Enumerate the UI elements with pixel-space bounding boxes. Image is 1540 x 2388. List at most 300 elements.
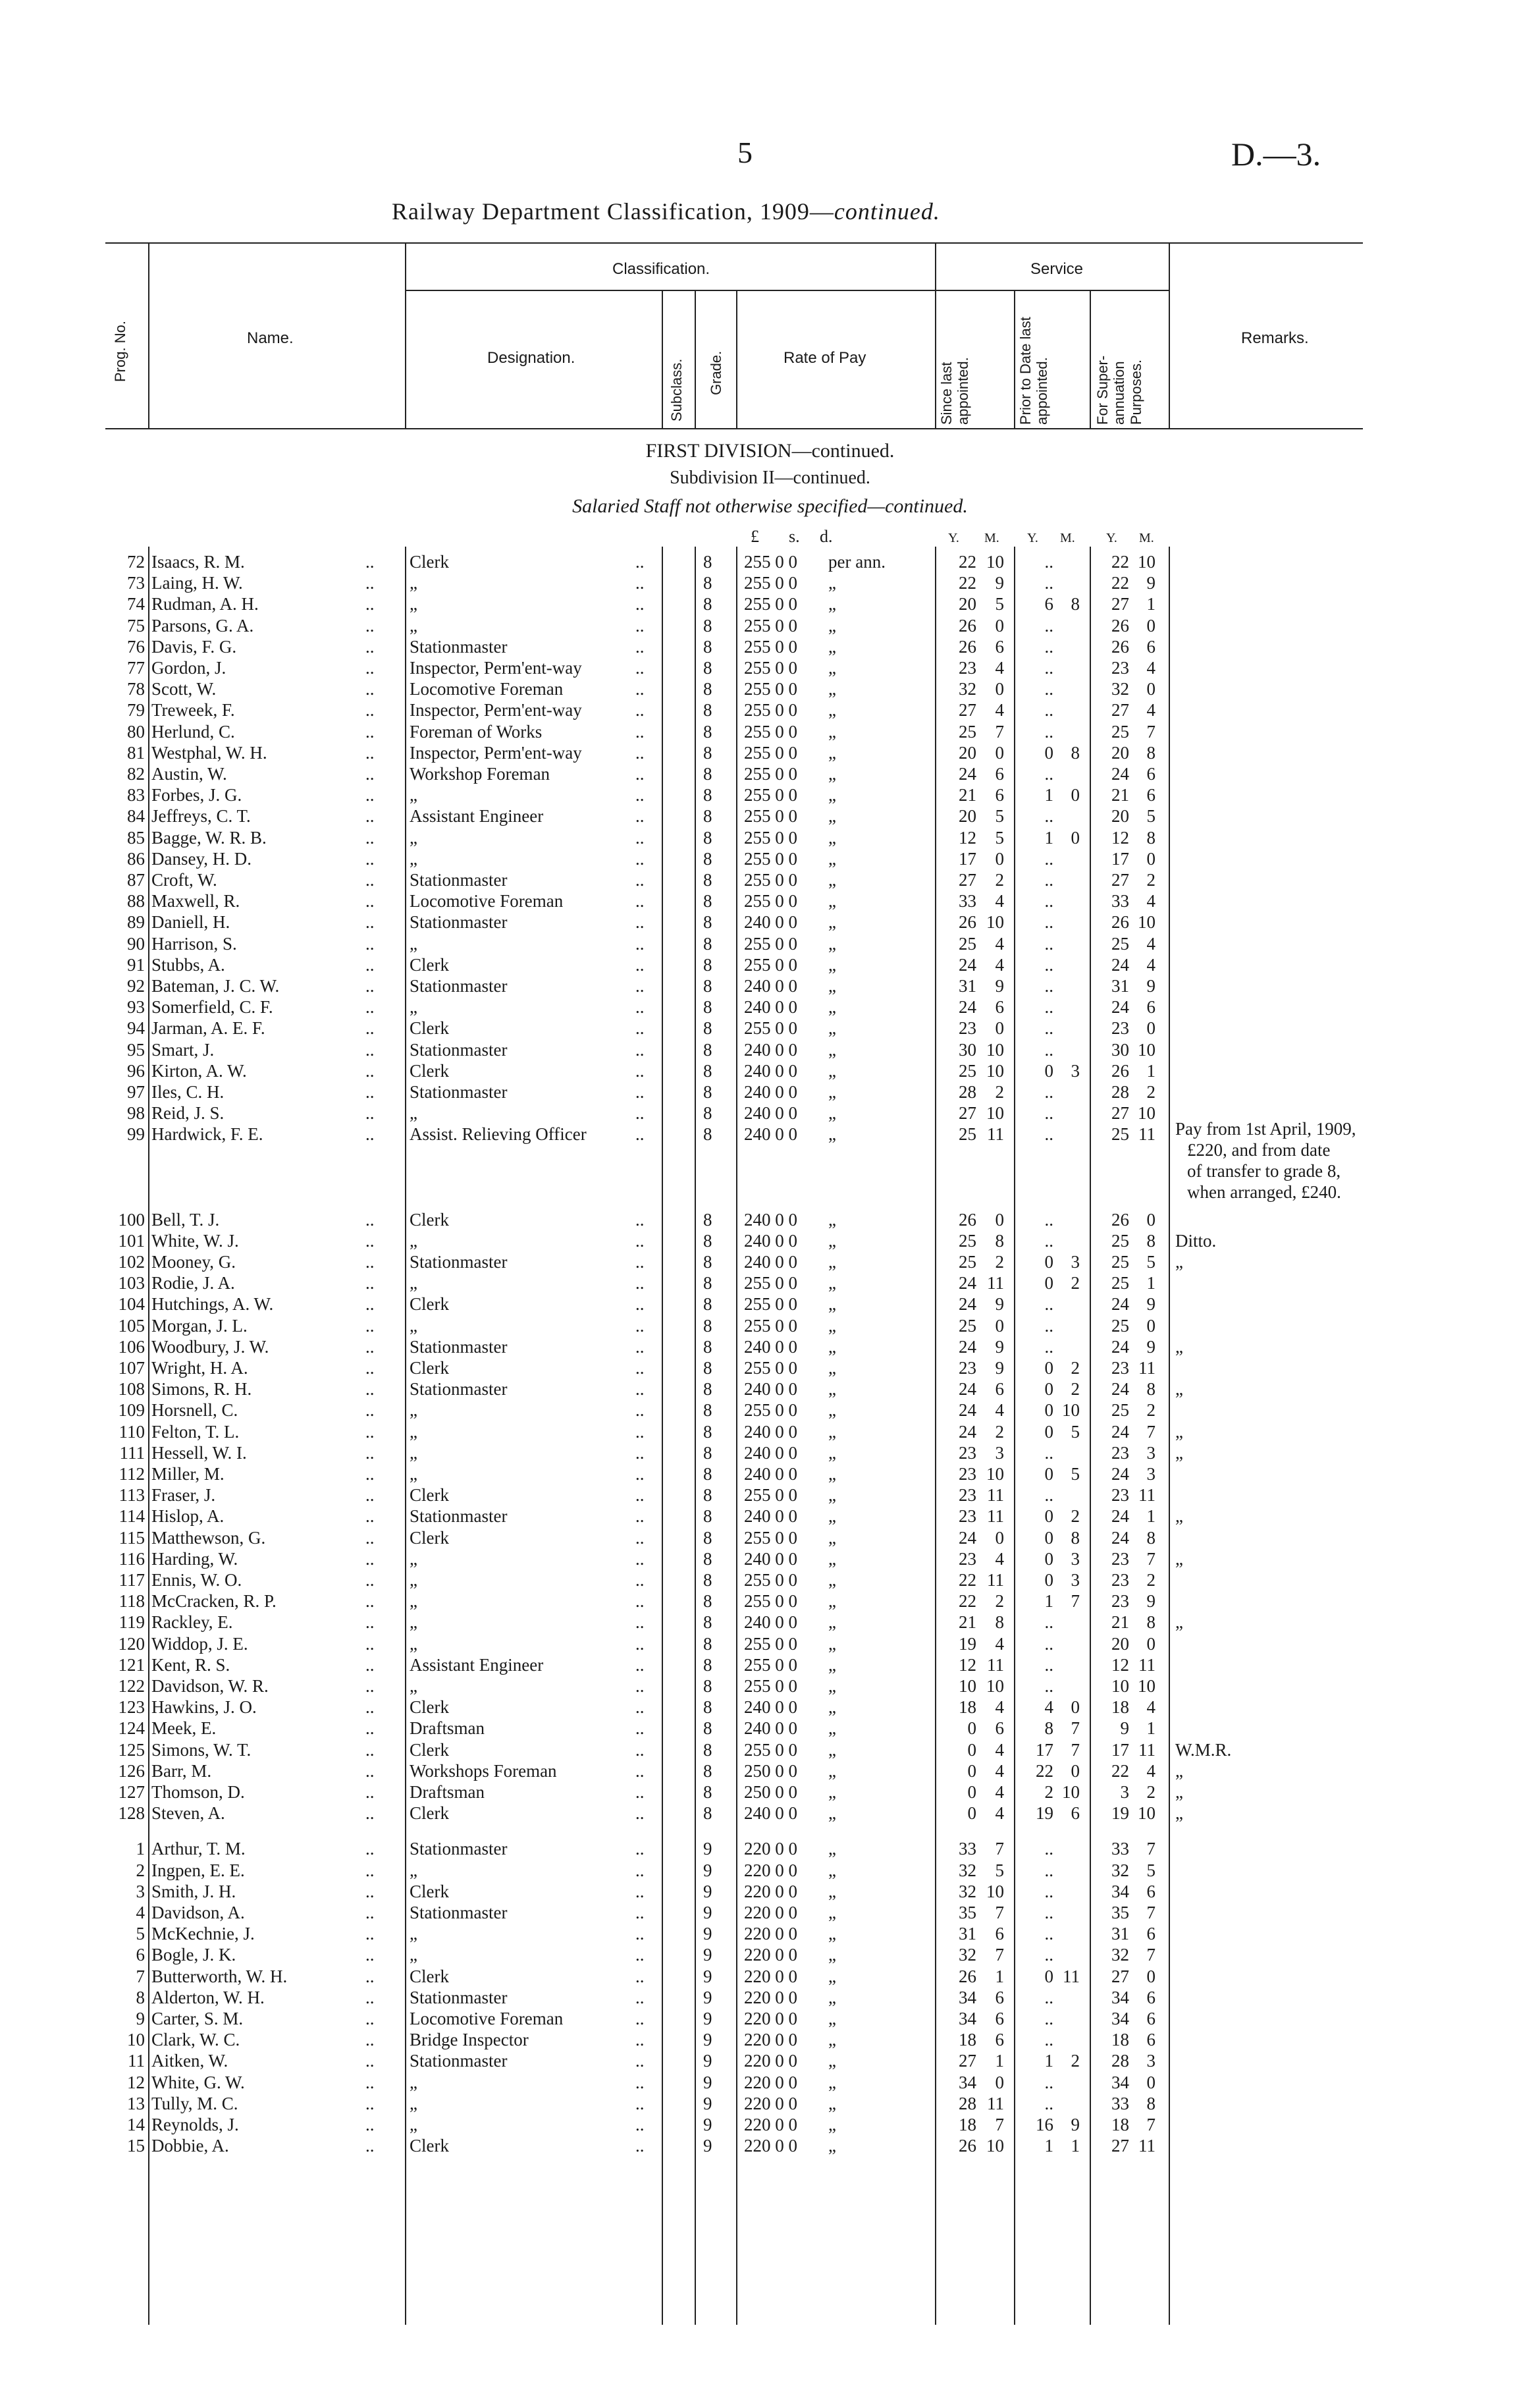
- cell-prior-years: 0: [1044, 1358, 1053, 1378]
- cell-name: Bell, T. J.: [151, 1209, 220, 1230]
- hdr-vline-1: [148, 242, 149, 428]
- cell-rate-period: „: [828, 848, 836, 869]
- cell-name: Aitken, W.: [151, 2051, 228, 2071]
- leader-dots: ..: [635, 1336, 645, 1357]
- cell-designation: Clerk: [410, 1881, 449, 1901]
- cell-rate-period: „: [828, 912, 836, 933]
- cell-designation: Inspector, Perm'ent-way: [410, 658, 582, 678]
- leader-dots: ..: [635, 1945, 645, 1965]
- cell-prior-years: 0: [1044, 1273, 1053, 1293]
- cell-prior-years: ..: [1044, 870, 1053, 890]
- leader-dots: ..: [365, 827, 375, 848]
- cell-prior-years: 0: [1044, 1421, 1053, 1442]
- cell-designation: „: [410, 785, 417, 805]
- cell-super-months: 0: [1146, 1315, 1155, 1336]
- cell-super-years: 12: [1111, 1654, 1129, 1675]
- leader-dots: ..: [635, 1464, 645, 1484]
- cell-rate-period: „: [828, 1527, 836, 1548]
- table-row: [0, 1988, 1540, 2009]
- table-row: [0, 616, 1540, 637]
- table-row: [0, 1464, 1540, 1485]
- cell-prior-years: ..: [1044, 679, 1053, 699]
- cell-rate: 255 0 0: [744, 891, 797, 911]
- cell-since-years: 33: [959, 1839, 976, 1859]
- cell-super-years: 28: [1111, 2051, 1129, 2071]
- unit-y2: Y.: [1027, 531, 1038, 545]
- table-row: [0, 2136, 1540, 2157]
- leader-dots: ..: [365, 2115, 375, 2134]
- cell-rate: 240 0 0: [744, 1039, 797, 1060]
- cell-rate-period: „: [828, 658, 836, 678]
- leader-dots: ..: [635, 1903, 645, 1922]
- cell-super-years: 32: [1111, 1860, 1129, 1880]
- cell-designation: Clerk: [410, 552, 449, 572]
- table-row: [0, 1740, 1540, 1761]
- leader-dots: ..: [635, 1230, 645, 1251]
- cell-super-months: 8: [1146, 2093, 1155, 2113]
- cell-prior-years: ..: [1044, 891, 1053, 911]
- leader-dots: ..: [365, 933, 375, 954]
- cell-rate-period: „: [828, 2030, 836, 2050]
- cell-rate: 240 0 0: [744, 1612, 797, 1633]
- cell-rate: 255 0 0: [744, 785, 797, 805]
- cell-rate-period: „: [828, 1945, 836, 1965]
- cell-rate: 220 0 0: [744, 2115, 797, 2134]
- cell-since-years: 22: [959, 1591, 976, 1612]
- cell-rate: 255 0 0: [744, 552, 797, 572]
- cell-designation: „: [410, 615, 417, 636]
- table-row: [0, 1860, 1540, 1882]
- cell-grade: 8: [703, 1718, 712, 1739]
- cell-prog-no: 112: [119, 1464, 145, 1484]
- leader-dots: ..: [635, 1018, 645, 1039]
- cell-grade: 8: [703, 573, 712, 593]
- cell-super-months: 10: [1138, 912, 1155, 933]
- unit-d: d.: [820, 527, 833, 546]
- hdr-vline-4: [695, 290, 696, 428]
- leader-dots: ..: [365, 1018, 375, 1039]
- cell-prog-no: 9: [136, 2009, 145, 2028]
- cell-prior-months: 7: [1071, 1739, 1080, 1760]
- cell-since-years: 19: [959, 1633, 976, 1654]
- cell-super-months: 1: [1146, 594, 1155, 614]
- cell-super-months: 11: [1138, 1124, 1155, 1145]
- cell-grade: 8: [703, 1633, 712, 1654]
- cell-since-months: 2: [995, 1591, 1004, 1612]
- remark-line: of transfer to grade 8,: [1187, 1161, 1341, 1181]
- leader-dots: ..: [365, 891, 375, 911]
- cell-super-months: 0: [1146, 1966, 1155, 1986]
- cell-rate-period: „: [828, 891, 836, 911]
- cell-since-months: 6: [995, 1987, 1004, 2007]
- cell-prior-years: 0: [1044, 1060, 1053, 1081]
- cell-grade: 9: [703, 2115, 712, 2134]
- cell-designation: „: [410, 2072, 417, 2092]
- cell-rate: 240 0 0: [744, 1082, 797, 1102]
- cell-prior-years: ..: [1044, 1654, 1053, 1675]
- cell-prog-no: 78: [127, 679, 145, 699]
- cell-designation: „: [410, 1421, 417, 1442]
- cell-name: Jarman, A. E. F.: [151, 1018, 265, 1039]
- cell-since-months: 11: [987, 1570, 1004, 1590]
- leader-dots: ..: [635, 1252, 645, 1272]
- cell-prior-years: 0: [1044, 1506, 1053, 1527]
- cell-designation: Inspector, Perm'ent-way: [410, 700, 582, 720]
- cell-prog-no: 119: [119, 1612, 145, 1633]
- cell-designation: Clerk: [410, 1294, 449, 1315]
- leader-dots: ..: [365, 1570, 375, 1590]
- cell-super-years: 23: [1111, 1485, 1129, 1506]
- cell-prog-no: 96: [127, 1060, 145, 1081]
- cell-designation: „: [410, 1400, 417, 1421]
- leader-dots: ..: [365, 1209, 375, 1230]
- table-row: [0, 1337, 1540, 1358]
- cell-since-years: 35: [959, 1903, 976, 1922]
- cell-designation: „: [410, 1676, 417, 1696]
- cell-since-months: 10: [986, 1103, 1004, 1124]
- cell-super-months: 6: [1146, 785, 1155, 805]
- cell-rate-period: „: [828, 573, 836, 593]
- cell-rate-period: „: [828, 1252, 836, 1272]
- cell-since-months: 6: [995, 2030, 1004, 2050]
- leader-dots: ..: [635, 1039, 645, 1060]
- cell-super-months: 7: [1146, 1945, 1155, 1965]
- cell-since-years: 32: [959, 1881, 976, 1901]
- cell-remarks: „: [1175, 1612, 1183, 1633]
- cell-designation: Stationmaster: [410, 1336, 508, 1357]
- cell-rate: 255 0 0: [744, 1018, 797, 1039]
- hdr-vline-2: [405, 242, 406, 428]
- cell-since-years: 25: [959, 1124, 976, 1145]
- cell-since-years: 21: [959, 785, 976, 805]
- cell-rate-period: „: [828, 1548, 836, 1569]
- cell-grade: 8: [703, 1379, 712, 1399]
- leader-dots: ..: [635, 2115, 645, 2134]
- cell-prior-months: 2: [1071, 1358, 1080, 1378]
- leader-dots: ..: [365, 1633, 375, 1654]
- cell-prior-years: 6: [1044, 594, 1053, 614]
- hdr-vline-7: [1014, 290, 1015, 428]
- cell-remarks: „: [1175, 1442, 1183, 1463]
- leader-dots: ..: [365, 1485, 375, 1506]
- cell-designation: Assistant Engineer: [410, 1654, 544, 1675]
- cell-since-months: 7: [995, 1903, 1004, 1922]
- leader-dots: ..: [635, 1860, 645, 1880]
- cell-designation: „: [410, 1442, 417, 1463]
- cell-super-months: 0: [1146, 848, 1155, 869]
- cell-since-months: 6: [995, 636, 1004, 657]
- cell-prior-years: ..: [1044, 700, 1053, 720]
- cell-prior-years: ..: [1044, 1124, 1053, 1145]
- cell-prior-months: 2: [1071, 1273, 1080, 1293]
- cell-designation: Clerk: [410, 1966, 449, 1986]
- cell-super-years: 24: [1111, 1464, 1129, 1484]
- cell-super-months: 6: [1146, 1924, 1155, 1944]
- cell-grade: 8: [703, 827, 712, 848]
- cell-prior-years: ..: [1044, 1294, 1053, 1315]
- cell-since-years: 20: [959, 594, 976, 614]
- unit-y1: Y.: [948, 531, 959, 545]
- leader-dots: ..: [365, 1591, 375, 1612]
- cell-since-years: 20: [959, 806, 976, 827]
- cell-name: Simons, R. H.: [151, 1379, 252, 1399]
- cell-since-months: 5: [995, 827, 1004, 848]
- leader-dots: ..: [365, 2136, 375, 2156]
- cell-since-months: 6: [995, 785, 1004, 805]
- cell-prior-years: 19: [1036, 1803, 1053, 1824]
- table-row: [0, 1400, 1540, 1421]
- cell-rate-period: „: [828, 615, 836, 636]
- header-prior-to-date: Prior to Date last appointed.: [1017, 317, 1051, 425]
- cell-prior-months: 5: [1071, 1464, 1080, 1484]
- cell-super-months: 0: [1146, 1209, 1155, 1230]
- cell-super-months: 11: [1138, 1485, 1155, 1506]
- cell-grade: 8: [703, 1252, 712, 1272]
- cell-rate: 220 0 0: [744, 2030, 797, 2050]
- cell-super-months: 8: [1146, 1527, 1155, 1548]
- cell-rate-period: „: [828, 1966, 836, 1986]
- leader-dots: ..: [365, 2093, 375, 2113]
- cell-prior-months: 11: [1063, 1966, 1080, 1986]
- cell-rate: 255 0 0: [744, 658, 797, 678]
- cell-designation: „: [410, 2115, 417, 2134]
- table-row: [0, 955, 1540, 976]
- cell-since-years: 18: [959, 2030, 976, 2050]
- leader-dots: ..: [365, 1881, 375, 1901]
- leader-dots: ..: [365, 1612, 375, 1633]
- leader-dots: ..: [635, 721, 645, 742]
- cell-designation: „: [410, 933, 417, 954]
- cell-prior-years: ..: [1044, 1839, 1053, 1859]
- leader-dots: ..: [365, 1315, 375, 1336]
- cell-prog-no: 11: [128, 2051, 145, 2071]
- cell-name: Hardwick, F. E.: [151, 1124, 263, 1145]
- cell-grade: 9: [703, 1860, 712, 1880]
- cell-super-years: 24: [1111, 1527, 1129, 1548]
- leader-dots: ..: [635, 1506, 645, 1527]
- leader-dots: ..: [365, 742, 375, 763]
- cell-super-years: 32: [1111, 1945, 1129, 1965]
- leader-dots: ..: [635, 1548, 645, 1569]
- cell-name: Harding, W.: [151, 1548, 238, 1569]
- cell-since-months: 11: [987, 1654, 1004, 1675]
- cell-prog-no: 6: [136, 1945, 145, 1965]
- cell-prior-years: 16: [1036, 2115, 1053, 2134]
- cell-super-months: 7: [1146, 721, 1155, 742]
- cell-designation: „: [410, 1860, 417, 1880]
- cell-since-years: 25: [959, 1060, 976, 1081]
- cell-prog-no: 73: [127, 573, 145, 593]
- cell-since-years: 28: [959, 1082, 976, 1102]
- cell-since-months: 0: [995, 1527, 1004, 1548]
- cell-prog-no: 77: [127, 658, 145, 678]
- cell-name: Steven, A.: [151, 1803, 225, 1824]
- cell-prior-years: ..: [1044, 1633, 1053, 1654]
- leader-dots: ..: [365, 1924, 375, 1944]
- cell-super-years: 31: [1111, 976, 1129, 996]
- cell-name: Austin, W.: [151, 764, 227, 784]
- cell-since-years: 25: [959, 1315, 976, 1336]
- table-row: [0, 976, 1540, 997]
- cell-rate: 220 0 0: [744, 2072, 797, 2092]
- cell-super-years: 25: [1111, 933, 1129, 954]
- leader-dots: ..: [635, 933, 645, 954]
- cell-name: Widdop, J. E.: [151, 1633, 248, 1654]
- cell-prior-years: 0: [1044, 1464, 1053, 1484]
- cell-prog-no: 4: [136, 1903, 145, 1922]
- cell-name: Fraser, J.: [151, 1485, 216, 1506]
- cell-designation: Stationmaster: [410, 870, 508, 890]
- cell-rate: 240 0 0: [744, 1697, 797, 1718]
- cell-rate: 240 0 0: [744, 1103, 797, 1124]
- leader-dots: ..: [635, 891, 645, 911]
- leader-dots: ..: [635, 1718, 645, 1739]
- cell-since-years: 24: [959, 1400, 976, 1421]
- cell-prior-years: 0: [1044, 1252, 1053, 1272]
- leader-dots: ..: [635, 1400, 645, 1421]
- cell-name: Smart, J.: [151, 1039, 215, 1060]
- leader-dots: ..: [365, 1945, 375, 1965]
- cell-rate-period: „: [828, 1400, 836, 1421]
- leader-dots: ..: [635, 1591, 645, 1612]
- cell-prior-months: 7: [1071, 1591, 1080, 1612]
- cell-prior-years: ..: [1044, 1945, 1053, 1965]
- table-row: [0, 1061, 1540, 1082]
- cell-rate-period: „: [828, 1839, 836, 1859]
- cell-rate-period: „: [828, 1697, 836, 1718]
- table-row: [0, 1945, 1540, 1966]
- cell-rate-period: per ann.: [828, 552, 886, 572]
- cell-since-years: 25: [959, 933, 976, 954]
- cell-since-months: 11: [987, 1485, 1004, 1506]
- cell-rate-period: „: [828, 1485, 836, 1506]
- leader-dots: ..: [635, 1760, 645, 1781]
- cell-prior-years: ..: [1044, 2093, 1053, 2113]
- leader-dots: ..: [635, 1676, 645, 1696]
- cell-designation: „: [410, 573, 417, 593]
- cell-rate: 220 0 0: [744, 1839, 797, 1859]
- cell-since-months: 0: [995, 1315, 1004, 1336]
- cell-prior-months: 2: [1071, 1379, 1080, 1399]
- cell-prog-no: 114: [119, 1506, 145, 1527]
- cell-super-months: 3: [1146, 2051, 1155, 2071]
- cell-super-months: 7: [1146, 1548, 1155, 1569]
- cell-name: Westphal, W. H.: [151, 742, 267, 763]
- cell-super-years: 17: [1111, 1739, 1129, 1760]
- cell-super-months: 11: [1138, 1358, 1155, 1378]
- cell-prog-no: 94: [127, 1018, 145, 1039]
- cell-rate-period: „: [828, 1273, 836, 1293]
- cell-super-years: 23: [1111, 1591, 1129, 1612]
- cell-grade: 8: [703, 1803, 712, 1824]
- table-row: [0, 1803, 1540, 1824]
- cell-since-months: 2: [995, 1421, 1004, 1442]
- cell-super-years: 26: [1111, 636, 1129, 657]
- cell-rate: 240 0 0: [744, 912, 797, 933]
- table-row: [0, 1379, 1540, 1400]
- cell-rate-period: „: [828, 1782, 836, 1802]
- cell-since-months: 4: [995, 1697, 1004, 1718]
- leader-dots: ..: [635, 2009, 645, 2028]
- cell-grade: 8: [703, 933, 712, 954]
- cell-grade: 8: [703, 1506, 712, 1527]
- cell-super-years: 34: [1111, 2072, 1129, 2092]
- cell-name: Kirton, A. W.: [151, 1060, 247, 1081]
- cell-prior-months: 5: [1071, 1421, 1080, 1442]
- cell-since-years: 18: [959, 2115, 976, 2134]
- division-heading: FIRST DIVISION—continued.: [645, 440, 895, 462]
- cell-prog-no: 115: [119, 1527, 145, 1548]
- cell-prog-no: 87: [127, 870, 145, 890]
- cell-since-years: 21: [959, 1612, 976, 1633]
- cell-name: Arthur, T. M.: [151, 1839, 246, 1859]
- cell-rate: 255 0 0: [744, 1739, 797, 1760]
- cell-super-months: 7: [1146, 2115, 1155, 2134]
- cell-prior-years: ..: [1044, 954, 1053, 975]
- cell-rate-period: „: [828, 1230, 836, 1251]
- cell-rate: 240 0 0: [744, 1209, 797, 1230]
- cell-prog-no: 7: [136, 1966, 145, 1986]
- cell-designation: „: [410, 1924, 417, 1944]
- cell-prior-years: ..: [1044, 636, 1053, 657]
- cell-since-months: 3: [995, 1442, 1004, 1463]
- cell-super-years: 34: [1111, 1987, 1129, 2007]
- cell-name: Daniell, H.: [151, 912, 230, 933]
- cell-rate: 220 0 0: [744, 2051, 797, 2071]
- leader-dots: ..: [365, 573, 375, 593]
- cell-rate: 240 0 0: [744, 1803, 797, 1824]
- cell-super-years: 24: [1111, 1379, 1129, 1399]
- cell-since-years: 22: [959, 1570, 976, 1590]
- cell-remarks: „: [1175, 1782, 1183, 1802]
- cell-designation: Stationmaster: [410, 1252, 508, 1272]
- cell-prog-no: 2: [136, 1860, 145, 1880]
- cell-since-years: 32: [959, 679, 976, 699]
- cell-since-years: 26: [959, 1209, 976, 1230]
- leader-dots: ..: [365, 1400, 375, 1421]
- cell-name: Hessell, W. I.: [151, 1442, 247, 1463]
- cell-grade: 8: [703, 1570, 712, 1590]
- cell-prog-no: 74: [127, 594, 145, 614]
- subdivision-heading: Subdivision II—continued.: [670, 468, 870, 488]
- cell-prior-years: ..: [1044, 1924, 1053, 1944]
- leader-dots: ..: [365, 1294, 375, 1315]
- cell-remarks: „: [1175, 1506, 1183, 1527]
- table-row: [0, 1231, 1540, 1252]
- cell-super-years: 23: [1111, 1570, 1129, 1590]
- leader-dots: ..: [365, 721, 375, 742]
- leader-dots: ..: [635, 2093, 645, 2113]
- header-for-super: For Super-annuation Purposes.: [1094, 355, 1144, 425]
- leader-dots: ..: [635, 1103, 645, 1124]
- leader-dots: ..: [365, 1903, 375, 1922]
- cell-super-years: 24: [1111, 954, 1129, 975]
- leader-dots: ..: [635, 764, 645, 784]
- cell-name: Davidson, W. R.: [151, 1676, 269, 1696]
- cell-rate-period: „: [828, 721, 836, 742]
- table-row: [0, 1903, 1540, 1924]
- leader-dots: ..: [365, 912, 375, 933]
- cell-designation: Bridge Inspector: [410, 2030, 529, 2050]
- cell-name: Ennis, W. O.: [151, 1570, 242, 1590]
- cell-prior-years: ..: [1044, 912, 1053, 933]
- leader-dots: ..: [635, 1803, 645, 1824]
- cell-since-months: 0: [995, 2072, 1004, 2092]
- cell-rate-period: „: [828, 2115, 836, 2134]
- cell-prog-no: 99: [127, 1124, 145, 1145]
- cell-prior-months: 0: [1071, 785, 1080, 805]
- cell-grade: 8: [703, 1273, 712, 1293]
